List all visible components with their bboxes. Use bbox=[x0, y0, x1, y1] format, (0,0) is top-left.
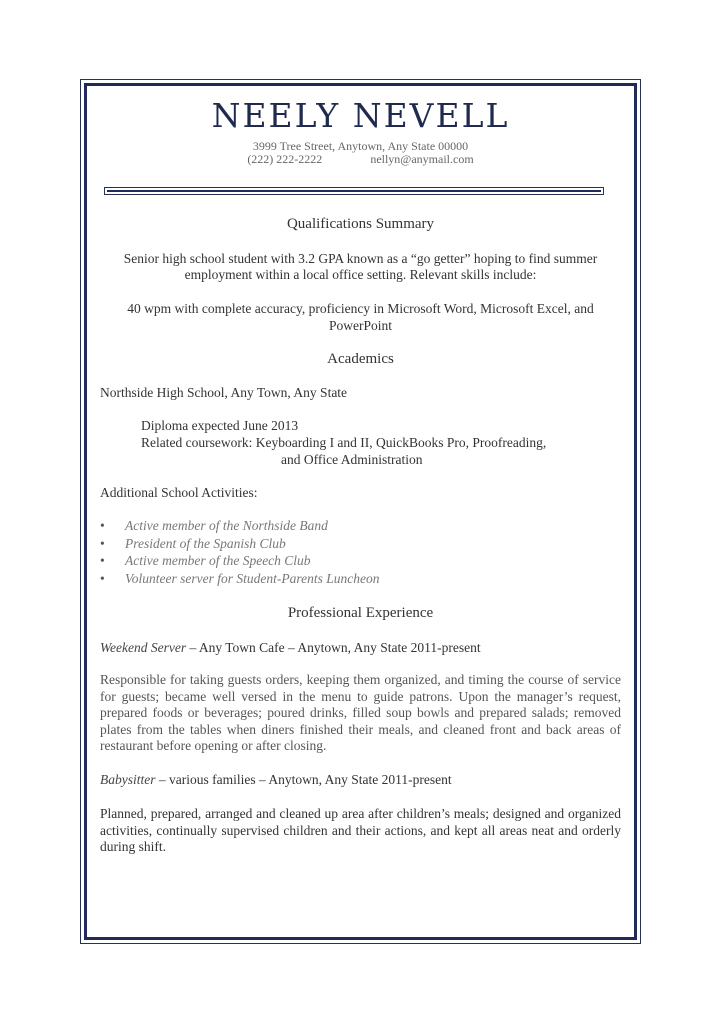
skills-line-2: PowerPoint bbox=[328, 318, 392, 333]
list-item: • Volunteer server for Student-Parents Luncheon bbox=[100, 571, 379, 589]
school-name: Northside High School, Any Town, Any State bbox=[100, 385, 348, 400]
job1-header bbox=[100, 640, 481, 656]
job2-header bbox=[100, 772, 452, 788]
contact-line bbox=[0, 152, 721, 167]
experience-heading: Professional Experience bbox=[287, 605, 434, 621]
header-divider-bar bbox=[107, 190, 601, 192]
resume-name: NEELY NEVELL bbox=[211, 96, 510, 135]
job1-details: – Any Town Cafe – Anytown, Any State 2011-present bbox=[186, 640, 481, 655]
summary-line-1: Senior high school student with 3.2 GPA known as a “go getter” hoping to find summer bbox=[123, 251, 598, 266]
list-item: • Active member of the Northside Band bbox=[100, 518, 379, 536]
summary-line-2: employment within a local office setting. Relevant skills include: bbox=[184, 267, 537, 282]
academics-heading: Academics bbox=[327, 351, 394, 367]
qualifications-heading: Qualifications Summary bbox=[286, 216, 435, 232]
list-item: • President of the Spanish Club bbox=[100, 536, 379, 554]
email-address: nellyn@anymail.com bbox=[370, 152, 474, 166]
job2-details: – various families – Anytown, Any State 2011-present bbox=[155, 772, 452, 787]
job1-description: Responsible for taking guests orders, keeping them organized, and timing the course of service for guests; became well versed in the menu to guide patrons. Upon the manager’s request, prepared foods or beverages; poured drinks, filled soup bowls and prepared salads; removed plates from the tables when diners finished their meals, and cleaned front and back areas of restaurant before opening or after closing. bbox=[100, 672, 621, 754]
job2-description: Planned, prepared, arranged and cleaned up area after children’s meals; designed and organized activities, continually supervised children and their actions, and kept all areas neat and orderly during shift. bbox=[100, 806, 621, 855]
diploma-line: Diploma expected June 2013 bbox=[141, 418, 299, 433]
list-item: • Active member of the Speech Club bbox=[100, 553, 379, 571]
activities-label: Additional School Activities: bbox=[100, 485, 258, 500]
skills-line-1: 40 wpm with complete accuracy, proficiency in Microsoft Word, Microsoft Excel, and bbox=[127, 301, 594, 316]
address-line: 3999 Tree Street, Anytown, Any State 00000 bbox=[252, 139, 469, 153]
job2-role: Babysitter bbox=[100, 772, 156, 787]
phone-number: (222) 222-2222 bbox=[247, 152, 323, 166]
job1-role: Weekend Server bbox=[100, 640, 187, 655]
coursework-line-2: and Office Administration bbox=[281, 452, 423, 467]
coursework-line-1: Related coursework: Keyboarding I and II, QuickBooks Pro, Proofreading, bbox=[141, 435, 547, 450]
activities-list bbox=[100, 518, 379, 588]
